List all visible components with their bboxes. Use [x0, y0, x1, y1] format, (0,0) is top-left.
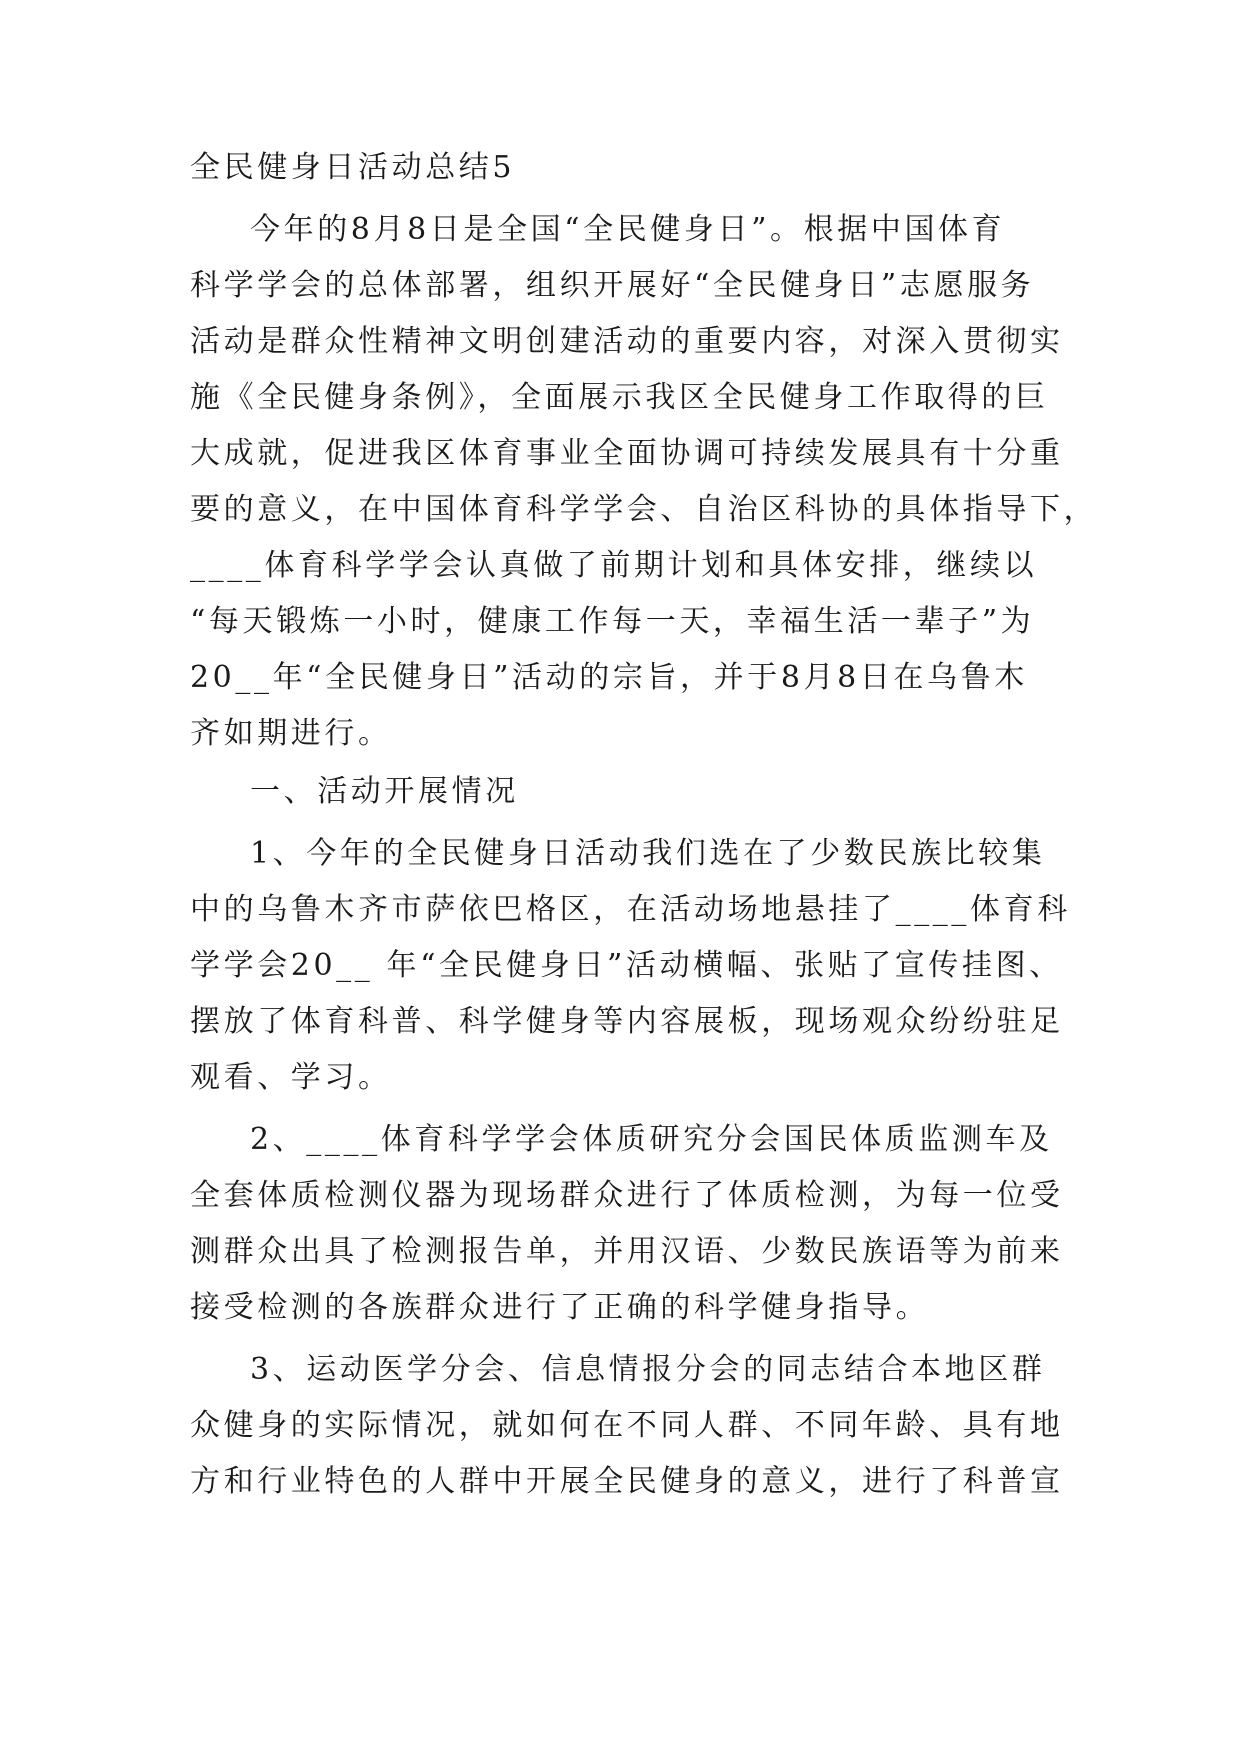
paragraph-line: 学学会20__ 年“全民健身日”活动横幅、张贴了宣传挂图、 [190, 948, 1063, 983]
paragraph-line: 齐如期进行。 [190, 716, 392, 751]
paragraph-line: 众健身的实际情况，就如何在不同人群、不同年龄、具有地 [190, 1408, 1064, 1443]
paragraph-line: ____体育科学学会认真做了前期计划和具体安排，继续以 [190, 548, 1038, 583]
paragraph-line: 观看、学习。 [190, 1060, 392, 1095]
paragraph-line: 方和行业特色的人群中开展全民健身的意义，进行了科普宣 [190, 1464, 1064, 1499]
paragraph-line: 要的意义，在中国体育科学学会、自治区科协的具体指导下， [190, 492, 1098, 527]
document-title: 全民健身日活动总结5 [190, 150, 516, 185]
paragraph-line: 摆放了体育科普、科学健身等内容展板，现场观众纷纷驻足 [190, 1004, 1064, 1039]
paragraph-line: 大成就，促进我区体育事业全面协调可持续发展具有十分重 [190, 436, 1064, 471]
paragraph-line: 20__年“全民健身日”活动的宗旨，并于8月8日在乌鲁木 [190, 660, 1028, 695]
paragraph-line: 科学学会的总体部署，组织开展好“全民健身日”志愿服务 [190, 268, 1035, 303]
paragraph-line: 测群众出具了检测报告单，并用汉语、少数民族语等为前来 [190, 1234, 1064, 1269]
paragraph-line: 接受检测的各族群众进行了正确的科学健身指导。 [190, 1290, 930, 1325]
paragraph-line: 活动是群众性精神文明创建活动的重要内容，对深入贯彻实 [190, 324, 1064, 359]
paragraph-line: 中的乌鲁木齐市萨依巴格区，在活动场地悬挂了____体育科 [190, 892, 1071, 927]
section-heading: 一、活动开展情况 [250, 774, 519, 809]
paragraph-line: 施《全民健身条例》，全面展示我区全民健身工作取得的巨 [190, 380, 1049, 415]
paragraph-line: 1、今年的全民健身日活动我们选在了少数民族比较集 [250, 836, 1046, 871]
paragraph-line: 今年的8月8日是全国“全民健身日”。根据中国体育 [250, 212, 1006, 247]
paragraph-line: 3、运动医学分会、信息情报分会的同志结合本地区群 [250, 1352, 1046, 1387]
paragraph-line: “每天锻炼一小时，健康工作每一天，幸福生活一辈子”为 [190, 604, 1035, 639]
paragraph-line: 2、____体育科学学会体质研究分会国民体质监测车及 [250, 1122, 1053, 1157]
paragraph-line: 全套体质检测仪器为现场群众进行了体质检测，为每一位受 [190, 1178, 1064, 1213]
